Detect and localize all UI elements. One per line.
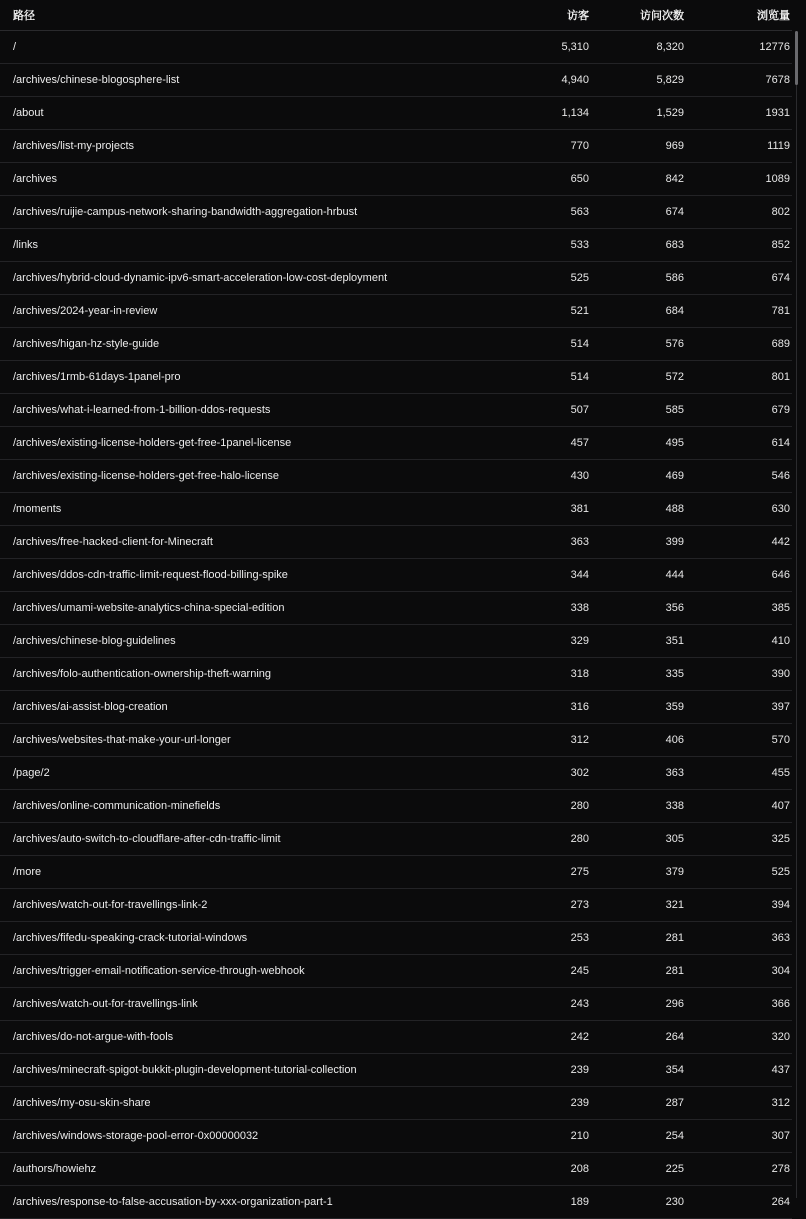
visitors-value: 245 (570, 965, 589, 977)
path-link[interactable]: /archives/chinese-blogosphere-list (13, 74, 180, 86)
visits-value: 254 (665, 1130, 684, 1142)
path-link[interactable]: / (13, 41, 17, 53)
visits-value: 281 (665, 932, 684, 944)
visitors-value: 344 (570, 569, 589, 581)
table-row (0, 1087, 792, 1120)
path-cell (0, 338, 476, 350)
visits-value: 356 (665, 602, 684, 614)
path-link[interactable]: /archives/folo-authentication-ownership-theft-warning (13, 668, 272, 680)
views-value: 320 (771, 1031, 790, 1043)
table-row (0, 955, 792, 988)
path-cell (0, 239, 476, 251)
views-value: 630 (771, 503, 790, 515)
path-cell (0, 899, 476, 911)
path-cell (0, 833, 476, 845)
table-row (0, 31, 792, 64)
views-value: 278 (771, 1163, 790, 1175)
views-value: 390 (771, 668, 790, 680)
visitors-value: 210 (570, 1130, 589, 1142)
visits-value: 684 (665, 305, 684, 317)
views-value: 307 (771, 1130, 790, 1142)
views-value: 802 (771, 206, 790, 218)
path-cell (0, 602, 476, 614)
visits-value: 495 (665, 437, 684, 449)
path-cell (0, 635, 476, 647)
path-link[interactable]: /about (13, 107, 44, 119)
visitors-value: 316 (570, 701, 589, 713)
visitors-value: 208 (570, 1163, 589, 1175)
path-link[interactable]: /archives/do-not-argue-with-fools (13, 1031, 174, 1043)
visitors-value: 507 (570, 404, 589, 416)
header-visits[interactable]: 访问次数 (640, 10, 684, 22)
views-value: 801 (771, 371, 790, 383)
visitors-value: 533 (570, 239, 589, 251)
visitors-value: 273 (570, 899, 589, 911)
path-cell (0, 1064, 476, 1076)
table-row (0, 1021, 792, 1054)
path-cell (0, 932, 476, 944)
views-value: 442 (771, 536, 790, 548)
header-views[interactable]: 浏览量 (757, 10, 790, 22)
visits-value: 305 (665, 833, 684, 845)
path-cell (0, 998, 476, 1010)
visits-value: 363 (665, 767, 684, 779)
views-value: 1931 (765, 107, 790, 119)
path-cell (0, 536, 476, 548)
visitors-value: 318 (570, 668, 589, 680)
table-row (0, 229, 792, 262)
views-value: 1089 (765, 173, 790, 185)
visitors-value: 514 (570, 371, 589, 383)
table-row (0, 493, 792, 526)
path-cell (0, 206, 476, 218)
visits-value: 8,320 (656, 41, 684, 53)
views-value: 437 (771, 1064, 790, 1076)
visits-value: 338 (665, 800, 684, 812)
visits-value: 296 (665, 998, 684, 1010)
path-link[interactable]: /links (13, 239, 39, 251)
path-link[interactable]: /archives/minecraft-spigot-bukkit-plugin-development-tutorial-collection (13, 1064, 357, 1076)
views-value: 407 (771, 800, 790, 812)
path-cell (0, 569, 476, 581)
table-row (0, 163, 792, 196)
views-value: 366 (771, 998, 790, 1010)
visitors-value: 239 (570, 1064, 589, 1076)
views-value: 363 (771, 932, 790, 944)
visits-value: 842 (665, 173, 684, 185)
path-link[interactable]: /moments (13, 503, 62, 515)
table-row (0, 856, 792, 889)
path-link[interactable]: /archives/2024-year-in-review (13, 305, 158, 317)
header-visitors[interactable]: 访客 (567, 10, 589, 22)
visitors-value: 329 (570, 635, 589, 647)
views-value: 264 (771, 1196, 790, 1208)
path-link[interactable]: /archives/windows-storage-pool-error-0x00000032 (13, 1130, 259, 1142)
header-path[interactable]: 路径 (13, 10, 35, 22)
table-row (0, 625, 792, 658)
path-cell (0, 173, 476, 185)
visits-value: 674 (665, 206, 684, 218)
visitors-value: 563 (570, 206, 589, 218)
views-value: 852 (771, 239, 790, 251)
path-cell (0, 74, 476, 86)
views-value: 614 (771, 437, 790, 449)
table-row (0, 922, 792, 955)
path-link[interactable]: /archives/existing-license-holders-get-free-1panel-license (13, 437, 292, 449)
path-cell (0, 668, 476, 680)
views-value: 1119 (767, 140, 790, 152)
views-value: 385 (771, 602, 790, 614)
path-link[interactable]: /archives/websites-that-make-your-url-longer (13, 734, 231, 746)
table-row (0, 460, 792, 493)
visits-value: 379 (665, 866, 684, 878)
views-value: 304 (771, 965, 790, 977)
visits-value: 354 (665, 1064, 684, 1076)
visitors-value: 239 (570, 1097, 589, 1109)
visitors-value: 243 (570, 998, 589, 1010)
visitors-value: 253 (570, 932, 589, 944)
table-row (0, 262, 792, 295)
table-row (0, 1186, 792, 1219)
visits-value: 225 (665, 1163, 684, 1175)
visitors-value: 525 (570, 272, 589, 284)
path-link[interactable]: /archives/hybrid-cloud-dynamic-ipv6-smart-acceleration-low-cost-deployment (13, 272, 388, 284)
scrollbar-thumb[interactable] (795, 31, 798, 85)
visitors-value: 770 (570, 140, 589, 152)
views-value: 410 (771, 635, 790, 647)
path-cell (0, 965, 476, 977)
table-row (0, 658, 792, 691)
path-link[interactable]: /archives/watch-out-for-travellings-link-2 (13, 899, 208, 911)
visits-value: 264 (665, 1031, 684, 1043)
table-row (0, 1153, 792, 1186)
path-link[interactable]: /archives/ai-assist-blog-creation (13, 701, 168, 713)
path-cell (0, 140, 476, 152)
visits-value: 488 (665, 503, 684, 515)
scrollbar-track[interactable] (796, 85, 797, 1198)
views-value: 455 (771, 767, 790, 779)
path-link[interactable]: /archives/watch-out-for-travellings-link (13, 998, 198, 1010)
path-cell (0, 1163, 476, 1175)
visitors-value: 189 (570, 1196, 589, 1208)
table-row (0, 592, 792, 625)
path-cell (0, 1031, 476, 1043)
visits-value: 406 (665, 734, 684, 746)
path-link[interactable]: /archives/what-i-learned-from-1-billion-ddos-requests (13, 404, 271, 416)
table-row (0, 427, 792, 460)
path-link[interactable]: /page/2 (13, 767, 50, 779)
visits-value: 359 (665, 701, 684, 713)
table-row (0, 691, 792, 724)
path-link[interactable]: /archives/chinese-blog-guidelines (13, 635, 176, 647)
path-link[interactable]: /archives/online-communication-minefields (13, 800, 221, 812)
visitors-value: 650 (570, 173, 589, 185)
path-link[interactable]: /archives/free-hacked-client-for-Minecraft (13, 536, 213, 548)
table-row (0, 1120, 792, 1153)
path-link[interactable]: /archives/1rmb-61days-1panel-pro (13, 371, 181, 383)
views-value: 689 (771, 338, 790, 350)
table-row (0, 823, 792, 856)
path-cell (0, 701, 476, 713)
path-link[interactable]: /archives/response-to-false-accusation-by-xxx-organization-part-1 (13, 1196, 333, 1208)
views-value: 525 (771, 866, 790, 878)
visitors-value: 280 (570, 833, 589, 845)
visitors-value: 242 (570, 1031, 589, 1043)
visitors-value: 1,134 (561, 107, 589, 119)
table-row (0, 988, 792, 1021)
visits-value: 969 (665, 140, 684, 152)
path-link[interactable]: /archives/list-my-projects (13, 140, 135, 152)
views-value: 12776 (759, 41, 790, 53)
table-row (0, 757, 792, 790)
table-row (0, 1054, 792, 1087)
path-cell (0, 371, 476, 383)
path-link[interactable]: /authors/howiehz (13, 1163, 97, 1175)
visitors-value: 312 (570, 734, 589, 746)
visits-value: 1,529 (656, 107, 684, 119)
table-row (0, 790, 792, 823)
visitors-value: 514 (570, 338, 589, 350)
table-row (0, 724, 792, 757)
visitors-value: 338 (570, 602, 589, 614)
path-link[interactable]: /archives (13, 173, 58, 185)
views-value: 7678 (765, 74, 790, 86)
visitors-value: 4,940 (561, 74, 589, 86)
path-cell (0, 272, 476, 284)
path-link[interactable]: /archives/ddos-cdn-traffic-limit-request-flood-billing-spike (13, 569, 288, 581)
table-row (0, 889, 792, 922)
path-link[interactable]: /archives/trigger-email-notification-service-through-webhook (13, 965, 305, 977)
visits-value: 287 (665, 1097, 684, 1109)
visits-value: 683 (665, 239, 684, 251)
views-value: 312 (771, 1097, 790, 1109)
visits-value: 469 (665, 470, 684, 482)
views-value: 570 (771, 734, 790, 746)
table-row (0, 559, 792, 592)
table-row (0, 394, 792, 427)
visits-value: 335 (665, 668, 684, 680)
visits-value: 586 (665, 272, 684, 284)
table-row (0, 130, 792, 163)
visitors-value: 381 (570, 503, 589, 515)
path-cell (0, 503, 476, 515)
path-cell (0, 866, 476, 878)
views-value: 646 (771, 569, 790, 581)
visits-value: 5,829 (656, 74, 684, 86)
path-link[interactable]: /more (13, 866, 42, 878)
visits-value: 572 (665, 371, 684, 383)
visitors-value: 275 (570, 866, 589, 878)
visits-value: 230 (665, 1196, 684, 1208)
path-cell (0, 107, 476, 119)
path-cell (0, 800, 476, 812)
visits-value: 281 (665, 965, 684, 977)
path-cell (0, 305, 476, 317)
visits-value: 576 (665, 338, 684, 350)
views-value: 394 (771, 899, 790, 911)
path-cell (0, 767, 476, 779)
vertical-scrollbar[interactable] (795, 31, 798, 1198)
path-link[interactable]: /archives/existing-license-holders-get-free-halo-license (13, 470, 279, 482)
path-cell (0, 1097, 476, 1109)
path-link[interactable]: /archives/auto-switch-to-cloudflare-after-cdn-traffic-limit (13, 833, 281, 845)
table-row (0, 97, 792, 130)
visits-value: 444 (665, 569, 684, 581)
visitors-value: 280 (570, 800, 589, 812)
table-header (0, 0, 792, 31)
path-link[interactable]: /archives/umami-website-analytics-china-special-edition (13, 602, 285, 614)
table-row (0, 196, 792, 229)
table-row (0, 361, 792, 394)
path-cell (0, 41, 476, 53)
path-cell (0, 437, 476, 449)
visits-value: 585 (665, 404, 684, 416)
visitors-value: 430 (570, 470, 589, 482)
path-cell (0, 734, 476, 746)
path-link[interactable]: /archives/fifedu-speaking-crack-tutorial-windows (13, 932, 248, 944)
path-cell (0, 1130, 476, 1142)
views-value: 397 (771, 701, 790, 713)
path-cell (0, 404, 476, 416)
table-row (0, 328, 792, 361)
path-link[interactable]: /archives/my-osu-skin-share (13, 1097, 151, 1109)
visits-value: 399 (665, 536, 684, 548)
visitors-value: 302 (570, 767, 589, 779)
views-value: 674 (771, 272, 790, 284)
visitors-value: 457 (570, 437, 589, 449)
table-row (0, 295, 792, 328)
table-row (0, 64, 792, 97)
visitors-value: 363 (570, 536, 589, 548)
visitors-value: 521 (570, 305, 589, 317)
table-row (0, 526, 792, 559)
visits-value: 321 (665, 899, 684, 911)
path-link[interactable]: /archives/ruijie-campus-network-sharing-bandwidth-aggregation-hrbust (13, 206, 358, 218)
views-value: 679 (771, 404, 790, 416)
views-value: 546 (771, 470, 790, 482)
visits-value: 351 (665, 635, 684, 647)
path-cell (0, 470, 476, 482)
visitors-value: 5,310 (561, 41, 589, 53)
views-value: 781 (771, 305, 790, 317)
path-link[interactable]: /archives/higan-hz-style-guide (13, 338, 160, 350)
views-value: 325 (771, 833, 790, 845)
table-body (0, 31, 792, 1219)
